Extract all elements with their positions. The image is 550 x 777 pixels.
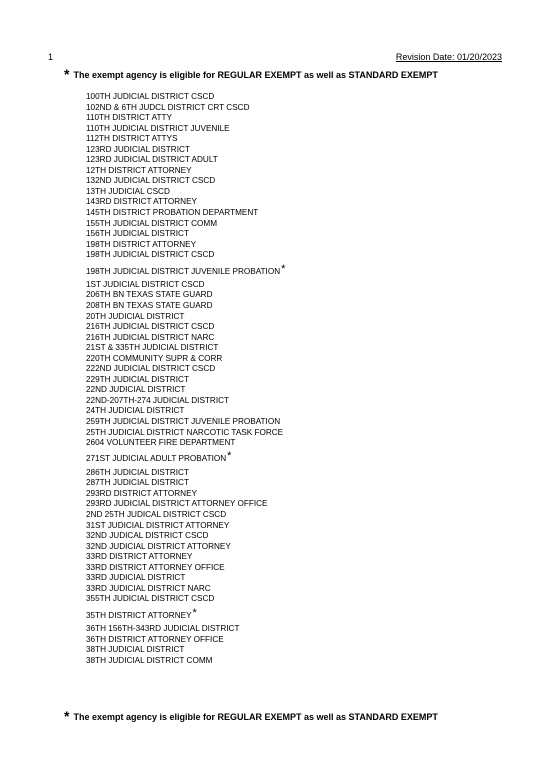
agency-name: 112TH DISTRICT ATTYS [86, 134, 178, 144]
list-item [86, 312, 285, 323]
list-item [86, 322, 285, 333]
list-item [86, 584, 285, 595]
list-item [86, 656, 285, 667]
agency-name: 229TH JUDICIAL DISTRICT [86, 374, 189, 384]
agency-name: 110TH DISTRICT ATTY [86, 113, 172, 123]
agency-name: 132ND JUDICIAL DISTRICT CSCD [86, 176, 216, 186]
list-item [86, 124, 285, 135]
agency-name: 35TH DISTRICT ATTORNEY [86, 610, 192, 620]
list-item [86, 103, 285, 114]
list-item [86, 301, 285, 312]
asterisk-mark: * [281, 262, 286, 275]
list-item [86, 478, 285, 489]
agency-name: 33RD JUDICIAL DISTRICT [86, 573, 186, 583]
notice-text: The exempt agency is eligible for REGULAR EXEMPT as well as STANDARD EXEMPT [73, 712, 438, 722]
asterisk-mark: * [192, 606, 197, 619]
list-item [86, 385, 285, 396]
list-item [86, 187, 285, 198]
revision-date: Revision Date: 01/20/2023 [395, 52, 502, 62]
agency-name: 271ST JUDICIAL ADULT PROBATION [86, 454, 227, 464]
agency-name: 259TH JUDICIAL DISTRICT JUVENILE PROBATION [86, 417, 281, 426]
agency-name: 12TH DISTRICT ATTORNEY [86, 165, 192, 175]
agency-name: 123RD JUDICIAL DISTRICT ADULT [86, 155, 218, 165]
asterisk-mark: * [64, 708, 70, 724]
agency-name: 123RD JUDICIAL DISTRICT [86, 144, 190, 154]
agency-name: 2604 VOLUNTEER FIRE DEPARTMENT [86, 438, 236, 448]
list-item [86, 510, 285, 521]
list-item [86, 438, 285, 449]
list-item [86, 396, 285, 407]
list-item [86, 229, 285, 240]
agency-name: 208TH BN TEXAS STATE GUARD [86, 300, 213, 310]
list-item [86, 208, 285, 219]
agency-name: 22ND JUDICIAL DISTRICT [86, 385, 186, 395]
agency-name: 25TH JUDICIAL DISTRICT NARCOTIC TASK FORCE [86, 427, 284, 437]
agency-name: 36TH DISTRICT ATTORNEY OFFICE [86, 634, 224, 644]
list-item [86, 176, 285, 187]
agency-name: 20TH JUDICIAL DISTRICT [86, 311, 185, 321]
agency-name: 36TH 156TH-343RD JUDICIAL DISTRICT [86, 624, 240, 634]
agency-name: 100TH JUDICIAL DISTRICT CSCD [86, 92, 215, 101]
agency-name: 222ND JUDICIAL DISTRICT CSCD [86, 364, 216, 374]
agency-name: 355TH JUDICIAL DISTRICT CSCD [86, 594, 215, 604]
agency-name: 206TH BN TEXAS STATE GUARD [86, 290, 213, 300]
list-item [86, 552, 285, 563]
agency-name: 32ND JUDICIAL DISTRICT ATTORNEY [86, 541, 231, 551]
list-item [86, 280, 285, 291]
agency-name: 216TH JUDICIAL DISTRICT NARC [86, 332, 215, 342]
list-item [86, 521, 285, 532]
list-item [86, 250, 285, 261]
agency-name: 24TH JUDICIAL DISTRICT [86, 406, 185, 416]
agency-name: 293RD DISTRICT ATTORNEY [86, 488, 198, 498]
agency-name: 198TH JUDICIAL DISTRICT CSCD [86, 250, 215, 260]
agency-name: 286TH JUDICIAL DISTRICT [86, 467, 189, 477]
list-item [86, 531, 285, 542]
list-item [86, 364, 285, 375]
list-item [86, 635, 285, 646]
list-item [86, 594, 285, 605]
list-item [86, 499, 285, 510]
eligibility-notice-bottom [64, 708, 438, 724]
list-item [86, 489, 285, 500]
list-item [86, 166, 285, 177]
agency-name: 145TH DISTRICT PROBATION DEPARTMENT [86, 208, 259, 218]
list-item [86, 624, 285, 635]
list-item [86, 197, 285, 208]
agency-name: 216TH JUDICIAL DISTRICT CSCD [86, 322, 215, 332]
list-item [86, 375, 285, 386]
agency-name: 31ST JUDICIAL DISTRICT ATTORNEY [86, 520, 230, 530]
agency-name: 143RD DISTRICT ATTORNEY [86, 197, 198, 207]
agency-name: 2ND 25TH JUDICAL DISTRICT CSCD [86, 509, 227, 519]
agency-name: 156TH JUDICIAL DISTRICT [86, 229, 189, 239]
list-item [86, 113, 285, 124]
list-item [86, 542, 285, 553]
list-item [86, 354, 285, 365]
agency-name: 38TH JUDICIAL DISTRICT [86, 645, 185, 655]
list-item [86, 333, 285, 344]
eligibility-notice-top [64, 66, 438, 82]
agency-name: 198TH DISTRICT ATTORNEY [86, 239, 197, 249]
agency-name: 32ND JUDICAL DISTRICT CSCD [86, 531, 209, 541]
list-item [86, 155, 285, 166]
asterisk-mark: * [64, 66, 70, 82]
agency-name: 155TH JUDICIAL DISTRICT COMM [86, 218, 218, 228]
agency-list [86, 92, 285, 666]
agency-name: 1ST JUDICIAL DISTRICT CSCD [86, 279, 205, 289]
list-item [86, 219, 285, 230]
agency-name: 13TH JUDICIAL CSCD [86, 186, 170, 196]
list-item [86, 290, 285, 301]
list-item [86, 145, 285, 156]
list-item [86, 134, 285, 145]
page-number: 1 [48, 52, 54, 62]
agency-name: 22ND-207TH-274 JUDICIAL DISTRICT [86, 395, 230, 405]
list-item [86, 451, 285, 465]
asterisk-mark: * [227, 450, 232, 463]
list-item [86, 468, 285, 479]
agency-name: 110TH JUDICIAL DISTRICT JUVENILE [86, 123, 230, 133]
agency-name: 21ST & 335TH JUDICIAL DISTRICT [86, 343, 219, 353]
list-item [86, 563, 285, 574]
agency-name: 38TH JUDICIAL DISTRICT COMM [86, 655, 213, 665]
list-item [86, 417, 285, 428]
list-item [86, 92, 285, 103]
list-item [86, 645, 285, 656]
agency-name: 198TH JUDICIAL DISTRICT JUVENILE PROBATION [86, 266, 281, 276]
list-item [86, 428, 285, 439]
agency-name: 33RD DISTRICT ATTORNEY OFFICE [86, 562, 225, 572]
agency-name: 287TH JUDICIAL DISTRICT [86, 478, 189, 488]
list-item [86, 240, 285, 251]
agency-name: 33RD JUDICIAL DISTRICT NARC [86, 583, 211, 593]
list-item [86, 573, 285, 584]
list-item [86, 264, 285, 278]
agency-name: 293RD JUDICIAL DISTRICT ATTORNEY OFFICE [86, 499, 268, 509]
list-item [86, 343, 285, 354]
agency-name: 220TH COMMUNITY SUPR & CORR [86, 353, 223, 363]
notice-text: The exempt agency is eligible for REGULAR EXEMPT as well as STANDARD EXEMPT [73, 70, 438, 80]
list-item [86, 608, 285, 622]
list-item [86, 406, 285, 417]
agency-name: 102ND & 6TH JUDCL DISTRICT CRT CSCD [86, 102, 250, 112]
agency-name: 33RD DISTRICT ATTORNEY [86, 552, 193, 562]
